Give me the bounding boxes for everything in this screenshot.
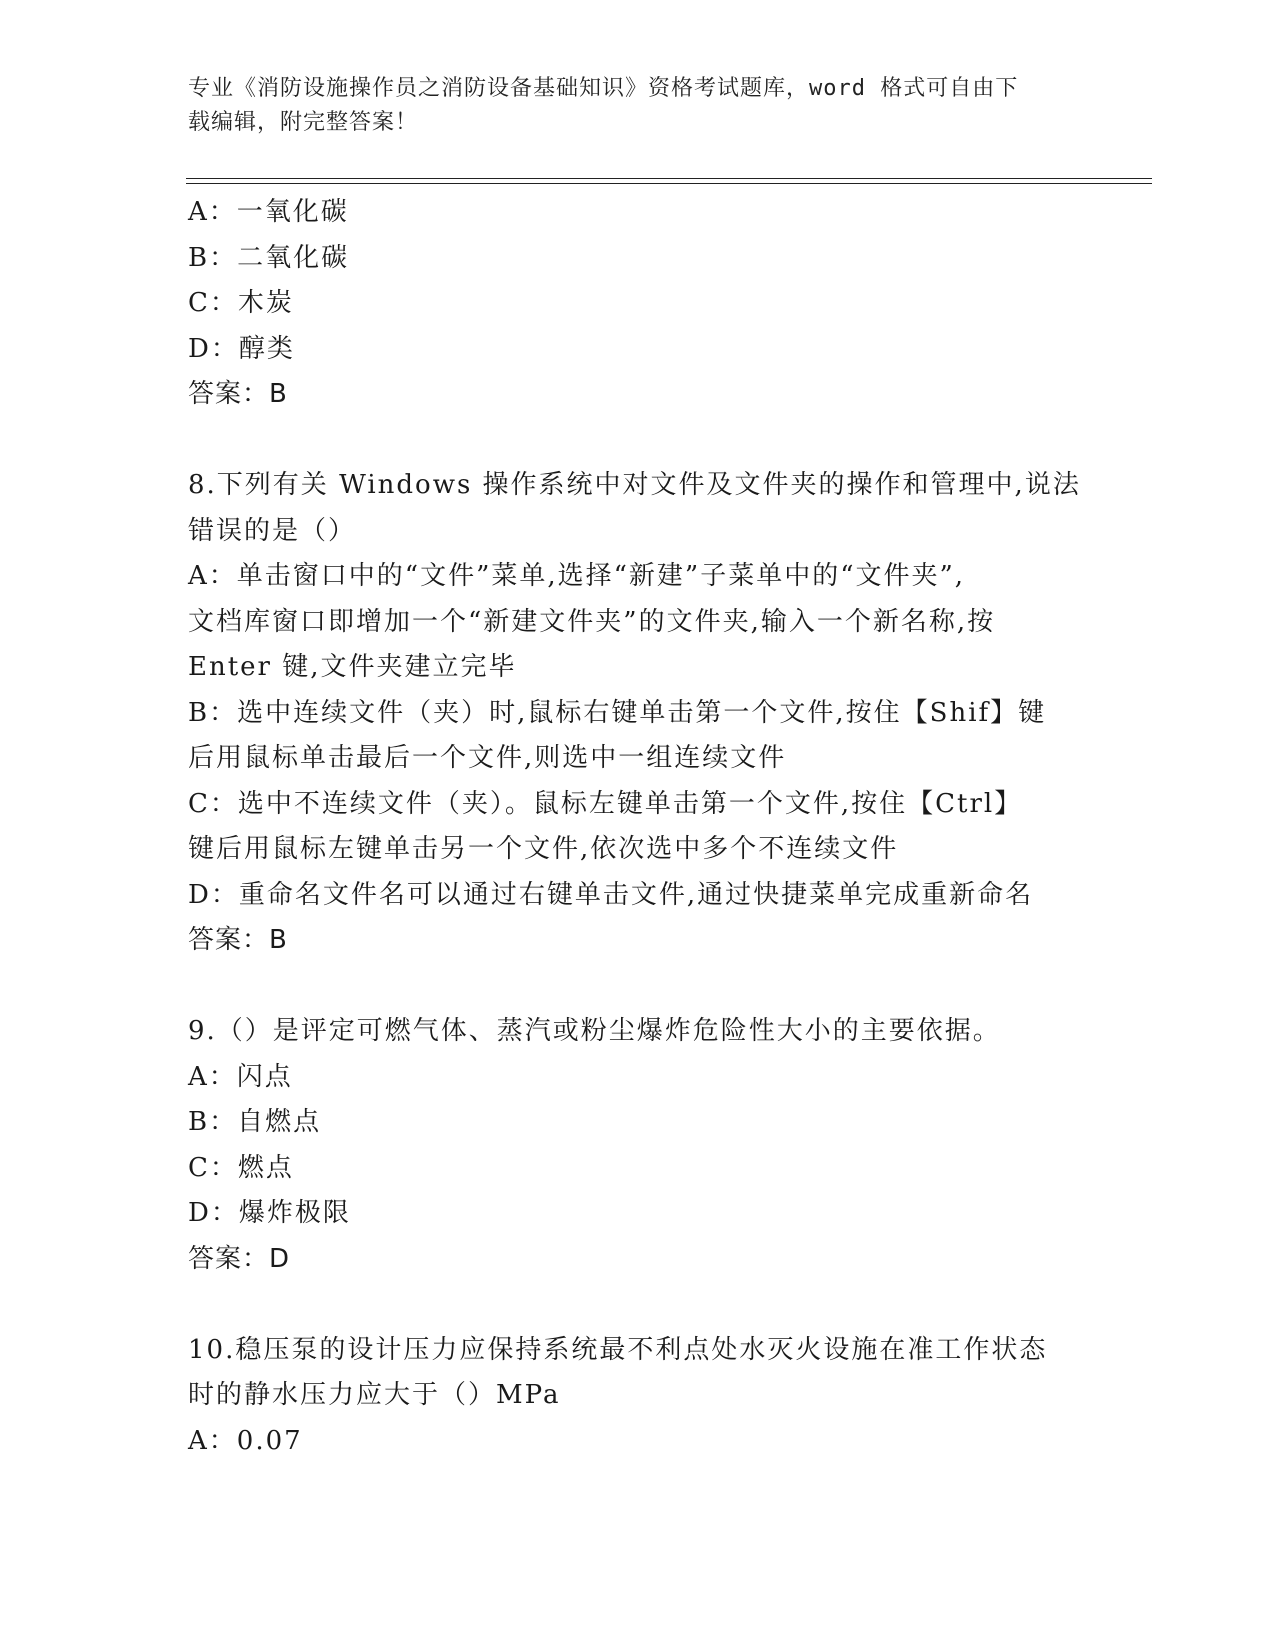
question-stem-cont: 时的静水压力应大于（）MPa [188, 1380, 561, 1410]
option-c: C：选中不连续文件（夹）。鼠标左键单击第一个文件,按住【Ctrl】 [188, 788, 1023, 819]
spacer [188, 1282, 1088, 1328]
option-b: B：自燃点 [188, 1107, 322, 1137]
header-line-2: 载编辑，附完整答案！ [188, 110, 419, 135]
question-9 [188, 1009, 1088, 1282]
question-7 [188, 190, 1088, 418]
option-b: B：二氧化碳 [188, 242, 350, 273]
option-b-cont: 后用鼠标单击最后一个文件,则选中一组连续文件 [188, 743, 787, 773]
question-stem: 9.（）是评定可燃气体、蒸汽或粉尘爆炸危险性大小的主要依据。 [188, 1016, 1001, 1046]
option-a: A：闪点 [188, 1061, 293, 1092]
option-c: C：木炭 [188, 288, 294, 318]
option-c: C：燃点 [188, 1152, 294, 1183]
header-divider-top [186, 178, 1152, 179]
option-a: A：单击窗口中的“文件”菜单,选择“新建”子菜单中的“文件夹”, [188, 561, 966, 591]
answer: 答案：B [188, 925, 288, 955]
option-b: B：选中连续文件（夹）时,鼠标右键单击第一个文件,按住【Shif】键 [188, 697, 1047, 728]
spacer [188, 418, 1088, 464]
option-d: D：重命名文件名可以通过右键单击文件,通过快捷菜单完成重新命名 [188, 879, 1034, 910]
question-stem: 10.稳压泵的设计压力应保持系统最不利点处水灭火设施在准工作状态 [188, 1334, 1048, 1365]
spacer [188, 964, 1088, 1010]
answer: 答案：B [188, 379, 288, 409]
question-stem-cont: 错误的是（） [188, 515, 357, 546]
header-line-1: 专业《消防设施操作员之消防设备基础知识》资格考试题库，word 格式可自由下 [188, 76, 1019, 101]
answer: 答案：D [188, 1243, 291, 1274]
question-list [188, 190, 1088, 1464]
question-stem: 8.下列有关 Windows 操作系统中对文件及文件夹的操作和管理中,说法 [188, 470, 1081, 500]
option-c-cont: 键后用鼠标左键单击另一个文件,依次选中多个不连续文件 [188, 834, 899, 864]
option-a: A：一氧化碳 [188, 197, 349, 227]
option-d: D：醇类 [188, 333, 295, 364]
option-d: D：爆炸极限 [188, 1198, 351, 1228]
question-10 [188, 1328, 1088, 1465]
option-a-cont: 文档库窗口即增加一个“新建文件夹”的文件夹,输入一个新名称,按 [188, 606, 996, 637]
option-a-cont: Enter 键,文件夹建立完毕 [188, 652, 517, 682]
question-8 [188, 463, 1088, 964]
header-divider-bottom [186, 183, 1152, 184]
option-a: A：0.07 [188, 1425, 303, 1456]
document-header [188, 72, 1068, 140]
